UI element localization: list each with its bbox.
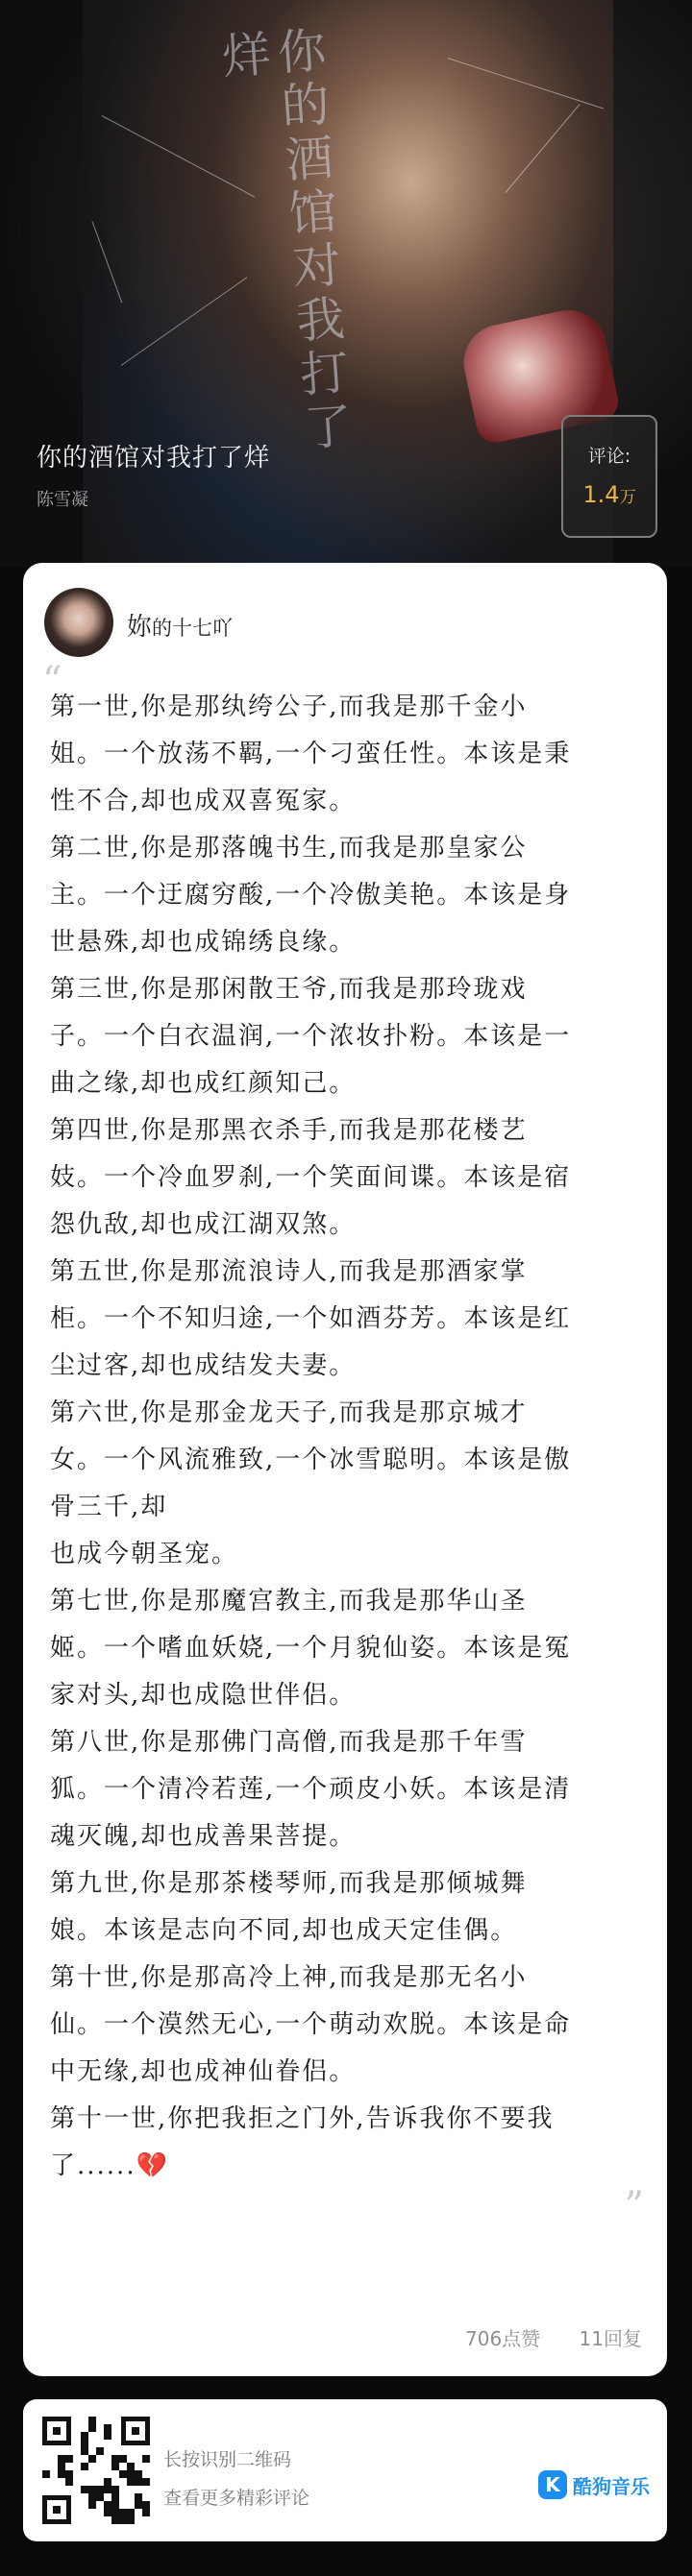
comment-line: 第十世,你是那高冷上神,而我是那无名小 [50,1963,528,1992]
comment-line: 第五世,你是那流浪诗人,而我是那酒家掌 [50,1257,528,1286]
comment-line: 中无缘,却也成神仙眷侣。 [50,2057,357,2086]
comment-line: 第一世,你是那纨绔公子,而我是那千金小 [50,693,528,721]
comment-line: 第七世,你是那魔宫教主,而我是那华山圣 [50,1587,528,1616]
comment-line: 主。一个迂腐穷酸,一个冷傲美艳。本该是身 [50,881,572,910]
kugou-brand [538,2470,650,2499]
comment-line: 魂灭魄,却也成善果菩提。 [50,1822,357,1851]
comment-line: 世悬殊,却也成锦绣良缘。 [50,928,357,957]
scan-hint: 长按识别二维码 [163,2449,292,2470]
comment-line: 曲之缘,却也成红颜知己。 [50,1069,357,1098]
qr-code[interactable] [42,2417,150,2524]
comment-line: 妓。一个冷血罗刹,一个笑面间谍。本该是宿 [50,1163,572,1192]
singer-name: 陈雪凝 [37,490,88,510]
comment-line: 女。一个风流雅致,一个冰雪聪明。本该是傲 [50,1446,572,1474]
like-count[interactable]: 706点赞 [465,2327,541,2350]
kugou-logo-icon: K [538,2470,567,2499]
comment-line: 第四世,你是那黑衣杀手,而我是那花楼艺 [50,1116,528,1145]
comment-count: 1.4万 [582,481,636,508]
comment-line: 狐。一个清冷若莲,一个顽皮小妖。本该是清 [50,1775,572,1804]
comment-line: 了......💔 [50,2151,169,2180]
comment-line: 家对头,却也成隐世伴侣。 [50,1681,357,1710]
comment-line: 子。一个白衣温润,一个浓妆扑粉。本该是一 [50,1022,572,1051]
song-header [0,0,692,567]
avatar[interactable] [44,588,113,657]
username[interactable]: 妳的十七吖 [127,613,234,642]
comment-label: 评论: [587,446,631,467]
album-cover [83,0,613,567]
comment-line: 性不合,却也成双喜冤家。 [50,787,357,815]
comment-line: 姬。一个嗜血妖娆,一个月貌仙姿。本该是冤 [50,1634,572,1663]
comment-line: 第六世,你是那金龙天子,而我是那京城才 [50,1398,528,1427]
comment-line: 柜。一个不知归途,一个如酒芬芳。本该是红 [50,1304,572,1333]
close-quote-icon: ” [624,2184,644,2228]
comment-line: 第九世,你是那茶楼琴师,而我是那倾城舞 [50,1869,528,1898]
comment-stats [432,2323,642,2351]
comment-line: 骨三千,却 [50,1493,168,1521]
cover-poem: 你的酒馆对我打了烊 [212,24,355,458]
comment-line: 第三世,你是那闲散王爷,而我是那玲珑戏 [50,975,528,1004]
comment-line: 娘。本该是志向不同,却也成天定佳偶。 [50,1916,518,1945]
comment-card [23,563,667,2376]
share-footer [23,2399,667,2541]
comment-line: 也成今朝圣宠。 [50,1540,239,1568]
song-title: 你的酒馆对我打了烊 [37,444,271,473]
brand-name: 酷狗音乐 [573,2474,650,2498]
comment-line: 怨仇敌,却也成江湖双煞。 [50,1210,357,1239]
comment-line: 姐。一个放荡不羁,一个刁蛮任性。本该是秉 [50,740,572,768]
comment-line: 仙。一个漠然无心,一个萌动欢脱。本该是命 [50,2010,572,2039]
comment-line: 尘过客,却也成结发夫妻。 [50,1351,357,1380]
open-quote-icon: “ [42,659,62,703]
comment-count-badge[interactable] [561,415,657,538]
more-comments-hint: 查看更多精彩评论 [163,2488,310,2509]
comment-line: 第八世,你是那佛门高僧,而我是那千年雪 [50,1728,528,1757]
reply-count[interactable]: 11回复 [579,2327,642,2350]
comment-line: 第十一世,你把我拒之门外,告诉我你不要我 [50,2104,555,2133]
comment-line: 第二世,你是那落魄书生,而我是那皇家公 [50,834,528,863]
comment-text [50,684,640,2190]
broken-heart-icon: 💔 [136,2151,169,2180]
